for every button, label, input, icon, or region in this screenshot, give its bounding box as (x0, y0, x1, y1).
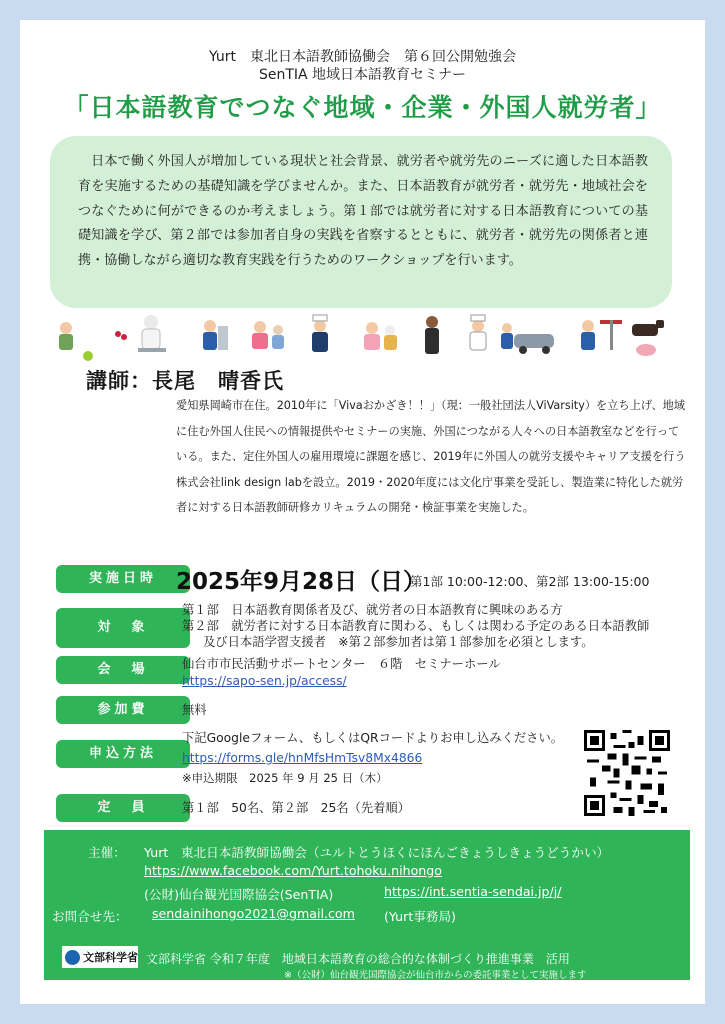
mechanic-car-icon (501, 323, 554, 354)
venue-link[interactable]: https://sapo-sen.jp/access/ (182, 674, 347, 688)
organizer-yurt: Yurt 東北日本語教師協働会（ユルトとうほくにほんごきょうしきょうどうかい） (144, 845, 610, 860)
venue-label: 会 場 (56, 656, 190, 684)
apply-label: 申込方法 (56, 740, 190, 768)
flyer-page (20, 20, 705, 1004)
factory-operator-icon (203, 320, 228, 350)
office-name: (Yurt事務局) (384, 909, 456, 924)
lecturer-bio: 愛知県岡崎市在住。2010年に「Vivaおかざき！！」（現：一般社団法人ViVarsity）を立ち上げ、地域に住む外国人住民への情報提供やセミナーの実施、外国につながる人々への日本語教室などを行っている。また、定住外国人の雇用環境に課題を感じ、2019年に外国人の就労支援やキャリア支援を行う株式会社link design labを設立。2019・2020年度には文化庁事業を受託し、製造業に特化した就労者に対する日本語教師研修カリキュラムの開発・検証事業を実施した。 (176, 399, 686, 515)
page-title: 「日本語教育でつなぐ地域・企業・外国人就労者」 (63, 93, 662, 122)
apply-instructions: 下記Googleフォーム、もしくはQRコードよりお申し込みください。 (182, 731, 564, 745)
mext-emblem-icon (65, 950, 80, 965)
fee-value: 無料 (182, 703, 207, 717)
contact-label: お問合せ先： (52, 909, 128, 924)
mext-logo-text: 文部科学省 (83, 951, 138, 964)
organizer-sentia: (公財)仙台観光国際協会(SenTIA) (144, 887, 334, 902)
mext-logo (62, 946, 138, 968)
construction-worker-icon (581, 320, 622, 350)
nurse-elder-icon (364, 322, 397, 350)
event-series-line: Yurt 東北日本語教師協働会 第６回公開勉強会 (208, 49, 517, 65)
teacher-icon (425, 316, 439, 354)
lecturer-heading: 講師：長尾 晴香氏 (86, 369, 284, 393)
farmer-icon (59, 322, 127, 361)
target-line-3: 及び日本語学習支援者 ※第２部参加者は第１部参加を必須とします。 (203, 635, 594, 649)
contact-email-link[interactable]: sendainihongo2021@gmail.com (152, 906, 355, 921)
chef-icon (312, 315, 328, 352)
workers-illustration-strip (20, 312, 705, 362)
food-factory-worker-icon (138, 315, 166, 352)
apply-deadline: ※申込期限 2025 年 9 月 25 日（木） (182, 771, 388, 785)
sentia-link[interactable]: https://int.sentia-sendai.jp/j/ (384, 884, 562, 899)
intro-text: 日本で働く外国人が増加している現状と社会背景、就労者や就労先のニーズに適した日本語教育を実施するための基礎知識を学びませんか。また、日本語教育が就労者・就労先・地域社会をつなぐために何ができるのか考えましょう。第１部では就労者に対する日本語教育についての基礎知識を学び、第２部では参加者自身の実践を省察するとともに、就労者・就労先の関係者と連携・協働しながら適切な教育実践を行うためのワークショップを行います。 (50, 136, 672, 308)
venue-name: 仙台市市民活動サポートセンター ６階 セミナーホール (182, 657, 501, 671)
event-times: 第1部 10:00-12:00、第2部 13:00-15:00 (410, 574, 650, 589)
event-date: 2025年9月28日（日） (176, 569, 427, 595)
qr-code[interactable] (584, 730, 670, 816)
program-line: 文部科学省 令和７年度 地域日本語教育の総合的な体制づくり推進事業 活用 (146, 952, 570, 966)
target-line-1: 第１部 日本語教育関係者及び、就労者の日本語教育に興味のある方 (182, 603, 563, 617)
capacity-label: 定 員 (56, 794, 190, 822)
apply-form-link[interactable]: https://forms.gle/hnMfsHmTsv8Mx4866 (182, 751, 423, 765)
livestock-icon (632, 320, 664, 356)
seminar-name-line: SenTIA 地域日本語教育セミナー (258, 67, 467, 83)
date-label: 実施日時 (56, 565, 190, 593)
target-label: 対 象 (56, 608, 190, 648)
commission-note: ※（公財）仙台観光国際協会が仙台市からの委託事業として実施します (284, 970, 587, 981)
organizer-footer (44, 830, 690, 980)
cook-icon (470, 315, 486, 350)
capacity-value: 第１部 50名、第２部 25名（先着順） (182, 801, 411, 815)
facebook-link[interactable]: https://www.facebook.com/Yurt.tohoku.nihongo (144, 863, 442, 878)
organizer-label: 主催： (88, 845, 126, 860)
target-line-2: 第２部 就労者に対する日本語教育に関わる、もしくは関わる予定のある日本語教師 (182, 619, 650, 633)
caregiver-icon (252, 321, 284, 349)
fee-label: 参加費 (56, 696, 190, 724)
